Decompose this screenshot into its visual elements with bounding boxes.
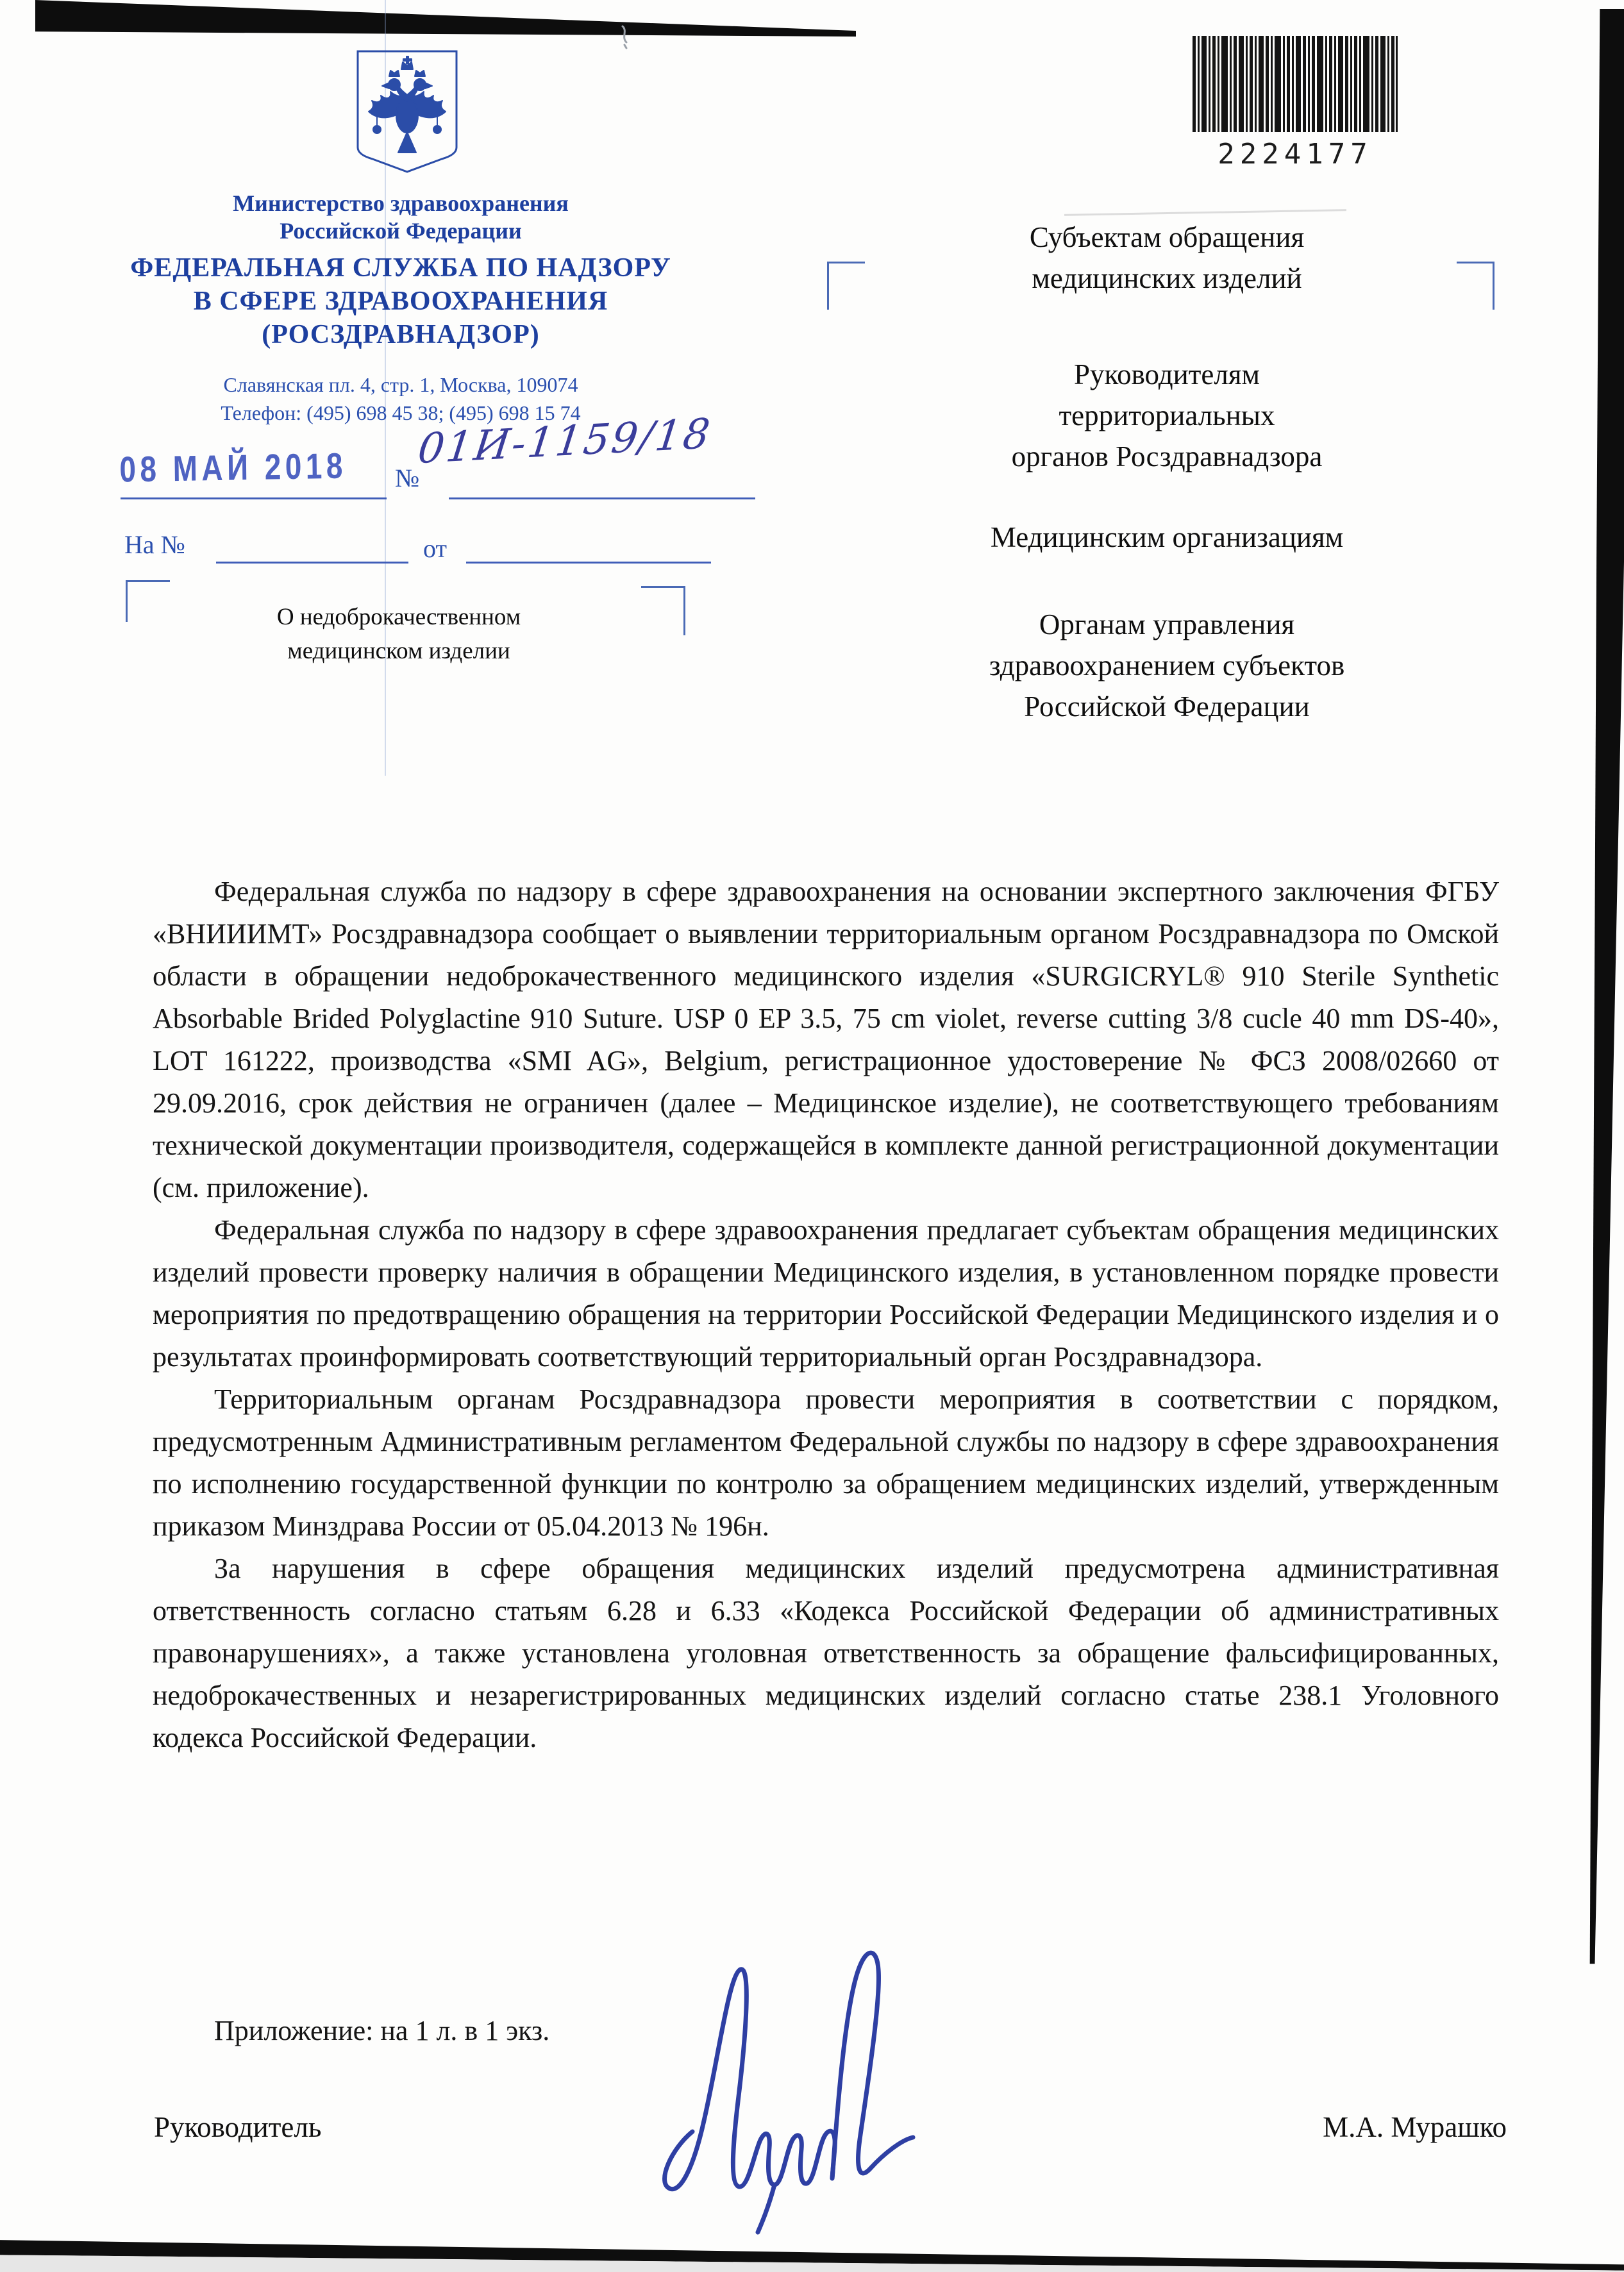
scan-artifact-top	[35, 0, 856, 38]
barcode-block	[1189, 36, 1401, 171]
addressee-line: медицинских изделий	[1032, 262, 1302, 294]
subject-bracket-left	[126, 580, 170, 622]
service-name	[96, 251, 705, 351]
addressee-line: территориальных	[1059, 399, 1275, 431]
handwritten-number: 01И-1159/18	[415, 410, 715, 474]
addressee-line: органов Росздравнадзора	[1011, 440, 1323, 472]
scan-smudge	[619, 24, 631, 50]
service-line2: В СФЕРЕ ЗДРАВООХРАНЕНИЯ	[193, 287, 608, 316]
address-line: Славянская пл. 4, стр. 1, Москва, 109074	[223, 373, 578, 396]
barcode-icon	[1189, 36, 1401, 132]
subject-line1: О недоброкачественном	[276, 604, 521, 630]
service-line1: ФЕДЕРАЛЬНАЯ СЛУЖБА ПО НАДЗОРУ	[130, 253, 671, 283]
barcode-digits: 2224177	[1218, 138, 1373, 171]
letter-body	[153, 871, 1499, 1759]
signer-name: М.А. Мурашко	[1323, 2111, 1507, 2143]
addressee-line: Медицинским организациям	[990, 521, 1344, 553]
signer-position: Руководитель	[154, 2111, 322, 2143]
phone-line: Телефон: (495) 698 45 38; (495) 698 15 74	[221, 401, 581, 424]
addressee-medical-organizations	[859, 517, 1475, 558]
scan-artifact-right	[1582, 9, 1624, 1984]
subject-line2: медицинском изделии	[287, 638, 510, 664]
addressee-line: здравоохранением субъектов	[989, 649, 1345, 681]
number-label: №	[395, 464, 420, 492]
reply-from-label: от	[423, 534, 447, 563]
body-paragraph-4: За нарушения в сфере обращения медицинских изделий предусмотрена административная ответственность согласно статьям 6.28 и 6.33 «Кодекса Российской Федерации об административных правонарушениях», а также установлена уголовная ответственность за обращение фальсифицированных, недоброкачественных и незарегистрированных медицинских изделий согласно статье 238.1 Уголовного кодекса Российской Федерации.	[153, 1553, 1499, 1753]
service-line3: (РОСЗДРАВНАДЗОР)	[262, 320, 540, 349]
attachment-note: Приложение: на 1 л. в 1 экз.	[214, 2015, 550, 2046]
reply-date-underline	[466, 562, 711, 564]
addressee-line: Органам управления	[1039, 608, 1295, 640]
body-paragraph-2: Федеральная служба по надзору в сфере здравоохранения предлагает субъектам обращения медицинских изделий провести проверку наличия в обращении Медицинского изделия, в установленном порядке провести мероприятия по предотвращению обращения на территории Российской Федерации Медицинского изделия и о результатах проинформировать соответствующий территориальный орган Росздравнадзора.	[153, 1214, 1499, 1373]
addressee-subjects	[859, 217, 1475, 299]
number-underline	[449, 497, 755, 499]
reply-number-label: На №	[124, 530, 185, 559]
russia-coat-of-arms-icon	[354, 47, 460, 176]
addressee-line: Руководителям	[1074, 358, 1260, 390]
body-paragraph-3: Территориальным органам Росздравнадзора провести мероприятия в соответствии с порядком, предусмотренным Административным регламентом Федеральной службы по надзору в сфере здравоохранения по исполнению государственной функции по контролю за обращением медицинских изделий, утвержденным приказом Минздрава России от 05.04.2013 № 196н.	[153, 1383, 1499, 1542]
addressee-territorial-heads	[859, 354, 1475, 477]
ministry-name	[96, 190, 705, 245]
ministry-line2: Российской Федерации	[280, 218, 522, 244]
addressee-line: Российской Федерации	[1024, 690, 1310, 723]
date-underline	[121, 497, 387, 499]
addressee-health-authorities	[859, 604, 1475, 727]
addressee-line: Субъектам обращения	[1029, 221, 1305, 253]
body-paragraph-1: Федеральная служба по надзору в сфере здравоохранения на основании экспертного заключения ФГБУ «ВНИИИМТ» Росздравнадзора сообщает о выявлении территориальным органом Росздравнадзора по Омской области в обращении недоброкачественного медицинского изделия «SURGICRYL® 910 Sterile Synthetic Absorbable Brided Polyglactine 910 Suture. USP 0 EP 3.5, 75 cm violet, reverse cutting 3/8 cucle 40 mm DS-40», LOT 161222, производства «SMI AG», Belgium, регистрационное удостоверение № ФСЗ 2008/02660 от 29.09.2016, срок действия не ограничен (далее – Медицинское изделие), не соответствующего требованиям технической документации производителя, содержащейся в комплекте данной регистрационной документации (см. приложение).	[153, 876, 1499, 1203]
reply-number-underline	[216, 562, 408, 564]
ministry-line1: Министерство здравоохранения	[233, 190, 569, 216]
handwritten-signature	[632, 1936, 952, 2237]
date-stamp: 08 МАЙ 2018	[119, 446, 347, 490]
scan-crease	[1064, 209, 1346, 216]
subject-bracket-right	[641, 586, 685, 635]
subject-block	[210, 600, 587, 668]
